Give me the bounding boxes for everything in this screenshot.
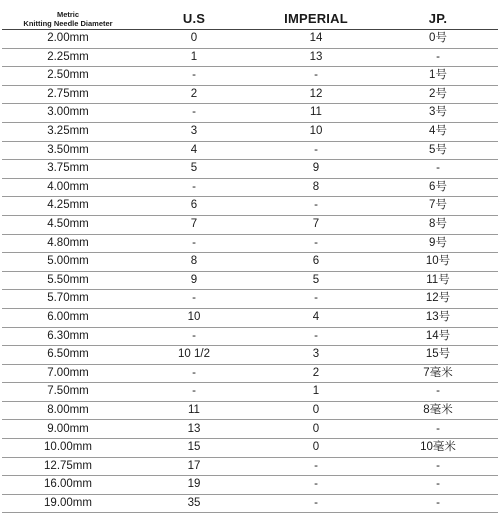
cell-jp: - bbox=[378, 420, 498, 439]
cell-imperial: 0 bbox=[254, 420, 378, 439]
table-row bbox=[2, 457, 498, 476]
cell-imperial: 8 bbox=[254, 178, 378, 197]
cell-metric: 5.70mm bbox=[2, 290, 134, 309]
cell-jp: 9号 bbox=[378, 234, 498, 253]
header-imperial: IMPERIAL bbox=[254, 8, 378, 30]
cell-imperial: 7 bbox=[254, 215, 378, 234]
cell-us: 3 bbox=[134, 122, 254, 141]
cell-metric: 3.50mm bbox=[2, 141, 134, 160]
cell-imperial: 14 bbox=[254, 30, 378, 49]
table-row bbox=[2, 104, 498, 123]
cell-metric: 2.25mm bbox=[2, 48, 134, 67]
table-row bbox=[2, 215, 498, 234]
cell-us: 6 bbox=[134, 197, 254, 216]
cell-jp: 11号 bbox=[378, 271, 498, 290]
cell-jp: 7号 bbox=[378, 197, 498, 216]
table-row bbox=[2, 122, 498, 141]
table-row bbox=[2, 327, 498, 346]
cell-metric: 8.00mm bbox=[2, 401, 134, 420]
table-row bbox=[2, 85, 498, 104]
cell-jp: 13号 bbox=[378, 308, 498, 327]
cell-imperial: 6 bbox=[254, 253, 378, 272]
cell-imperial: - bbox=[254, 197, 378, 216]
table-row bbox=[2, 420, 498, 439]
cell-metric: 4.25mm bbox=[2, 197, 134, 216]
cell-us: 11 bbox=[134, 401, 254, 420]
cell-us: 10 bbox=[134, 308, 254, 327]
cell-us: 9 bbox=[134, 271, 254, 290]
cell-imperial: 3 bbox=[254, 346, 378, 365]
cell-jp: - bbox=[378, 160, 498, 179]
table-row bbox=[2, 141, 498, 160]
cell-metric: 12.75mm bbox=[2, 457, 134, 476]
header-metric bbox=[2, 8, 134, 30]
cell-metric: 6.50mm bbox=[2, 346, 134, 365]
cell-us: 7 bbox=[134, 215, 254, 234]
cell-imperial: 9 bbox=[254, 160, 378, 179]
cell-metric: 9.00mm bbox=[2, 420, 134, 439]
cell-metric: 5.00mm bbox=[2, 253, 134, 272]
cell-metric: 3.75mm bbox=[2, 160, 134, 179]
cell-jp: - bbox=[378, 383, 498, 402]
cell-imperial: 10 bbox=[254, 122, 378, 141]
cell-imperial: - bbox=[254, 290, 378, 309]
cell-metric: 2.50mm bbox=[2, 67, 134, 86]
cell-imperial: 0 bbox=[254, 401, 378, 420]
table-header bbox=[2, 8, 498, 30]
cell-metric: 19.00mm bbox=[2, 494, 134, 513]
table-row bbox=[2, 346, 498, 365]
table-row bbox=[2, 160, 498, 179]
cell-us: - bbox=[134, 290, 254, 309]
cell-imperial: - bbox=[254, 457, 378, 476]
cell-us: 5 bbox=[134, 160, 254, 179]
table-row bbox=[2, 308, 498, 327]
cell-us: 17 bbox=[134, 457, 254, 476]
table-row bbox=[2, 383, 498, 402]
cell-jp: 8毫米 bbox=[378, 401, 498, 420]
table-row bbox=[2, 67, 498, 86]
cell-us: - bbox=[134, 364, 254, 383]
cell-metric: 16.00mm bbox=[2, 476, 134, 495]
table-row bbox=[2, 253, 498, 272]
cell-us: - bbox=[134, 104, 254, 123]
cell-us: - bbox=[134, 67, 254, 86]
cell-imperial: 4 bbox=[254, 308, 378, 327]
cell-jp: 5号 bbox=[378, 141, 498, 160]
cell-imperial: - bbox=[254, 494, 378, 513]
cell-jp: 0号 bbox=[378, 30, 498, 49]
header-us: U.S bbox=[134, 8, 254, 30]
table-row bbox=[2, 290, 498, 309]
table-row bbox=[2, 48, 498, 67]
cell-imperial: - bbox=[254, 141, 378, 160]
cell-metric: 6.30mm bbox=[2, 327, 134, 346]
cell-us: 2 bbox=[134, 85, 254, 104]
cell-us: 19 bbox=[134, 476, 254, 495]
table-row bbox=[2, 197, 498, 216]
table-row bbox=[2, 439, 498, 458]
cell-us: 10 1/2 bbox=[134, 346, 254, 365]
cell-jp: 2号 bbox=[378, 85, 498, 104]
cell-us: 8 bbox=[134, 253, 254, 272]
cell-jp: 12号 bbox=[378, 290, 498, 309]
needle-size-chart bbox=[0, 8, 500, 513]
cell-jp: 4号 bbox=[378, 122, 498, 141]
cell-us: 1 bbox=[134, 48, 254, 67]
cell-us: 15 bbox=[134, 439, 254, 458]
cell-metric: 4.50mm bbox=[2, 215, 134, 234]
cell-us: - bbox=[134, 234, 254, 253]
cell-imperial: - bbox=[254, 234, 378, 253]
cell-us: - bbox=[134, 178, 254, 197]
table-row bbox=[2, 364, 498, 383]
cell-metric: 4.00mm bbox=[2, 178, 134, 197]
cell-jp: 15号 bbox=[378, 346, 498, 365]
cell-imperial: 1 bbox=[254, 383, 378, 402]
cell-jp: 3号 bbox=[378, 104, 498, 123]
cell-metric: 2.00mm bbox=[2, 30, 134, 49]
cell-jp: - bbox=[378, 476, 498, 495]
cell-metric: 2.75mm bbox=[2, 85, 134, 104]
table-row bbox=[2, 271, 498, 290]
cell-metric: 5.50mm bbox=[2, 271, 134, 290]
cell-jp: - bbox=[378, 48, 498, 67]
cell-metric: 3.25mm bbox=[2, 122, 134, 141]
cell-us: 4 bbox=[134, 141, 254, 160]
header-row bbox=[2, 8, 498, 30]
header-jp: JP. bbox=[378, 8, 498, 30]
cell-jp: 10毫米 bbox=[378, 439, 498, 458]
table-row bbox=[2, 476, 498, 495]
cell-metric: 7.00mm bbox=[2, 364, 134, 383]
cell-us: 0 bbox=[134, 30, 254, 49]
cell-imperial: - bbox=[254, 67, 378, 86]
cell-metric: 3.00mm bbox=[2, 104, 134, 123]
cell-jp: - bbox=[378, 494, 498, 513]
table-row bbox=[2, 234, 498, 253]
cell-imperial: 11 bbox=[254, 104, 378, 123]
cell-metric: 4.80mm bbox=[2, 234, 134, 253]
cell-jp: 14号 bbox=[378, 327, 498, 346]
table-row bbox=[2, 30, 498, 49]
cell-us: - bbox=[134, 383, 254, 402]
table-row bbox=[2, 401, 498, 420]
cell-us: 13 bbox=[134, 420, 254, 439]
table-row bbox=[2, 178, 498, 197]
cell-jp: 1号 bbox=[378, 67, 498, 86]
cell-jp: 6号 bbox=[378, 178, 498, 197]
cell-imperial: 5 bbox=[254, 271, 378, 290]
header-metric-line1: Metric bbox=[56, 9, 80, 19]
cell-jp: 8号 bbox=[378, 215, 498, 234]
cell-jp: 7毫米 bbox=[378, 364, 498, 383]
cell-us: - bbox=[134, 327, 254, 346]
cell-jp: 10号 bbox=[378, 253, 498, 272]
cell-jp: - bbox=[378, 457, 498, 476]
table-row bbox=[2, 494, 498, 513]
cell-metric: 10.00mm bbox=[2, 439, 134, 458]
cell-us: 35 bbox=[134, 494, 254, 513]
cell-imperial: 13 bbox=[254, 48, 378, 67]
conversion-table bbox=[2, 8, 498, 513]
cell-metric: 7.50mm bbox=[2, 383, 134, 402]
cell-imperial: - bbox=[254, 327, 378, 346]
header-metric-line2: Knitting Needle Diameter bbox=[23, 18, 113, 28]
cell-imperial: 12 bbox=[254, 85, 378, 104]
cell-imperial: - bbox=[254, 476, 378, 495]
cell-imperial: 0 bbox=[254, 439, 378, 458]
cell-imperial: 2 bbox=[254, 364, 378, 383]
cell-metric: 6.00mm bbox=[2, 308, 134, 327]
table-body bbox=[2, 30, 498, 513]
